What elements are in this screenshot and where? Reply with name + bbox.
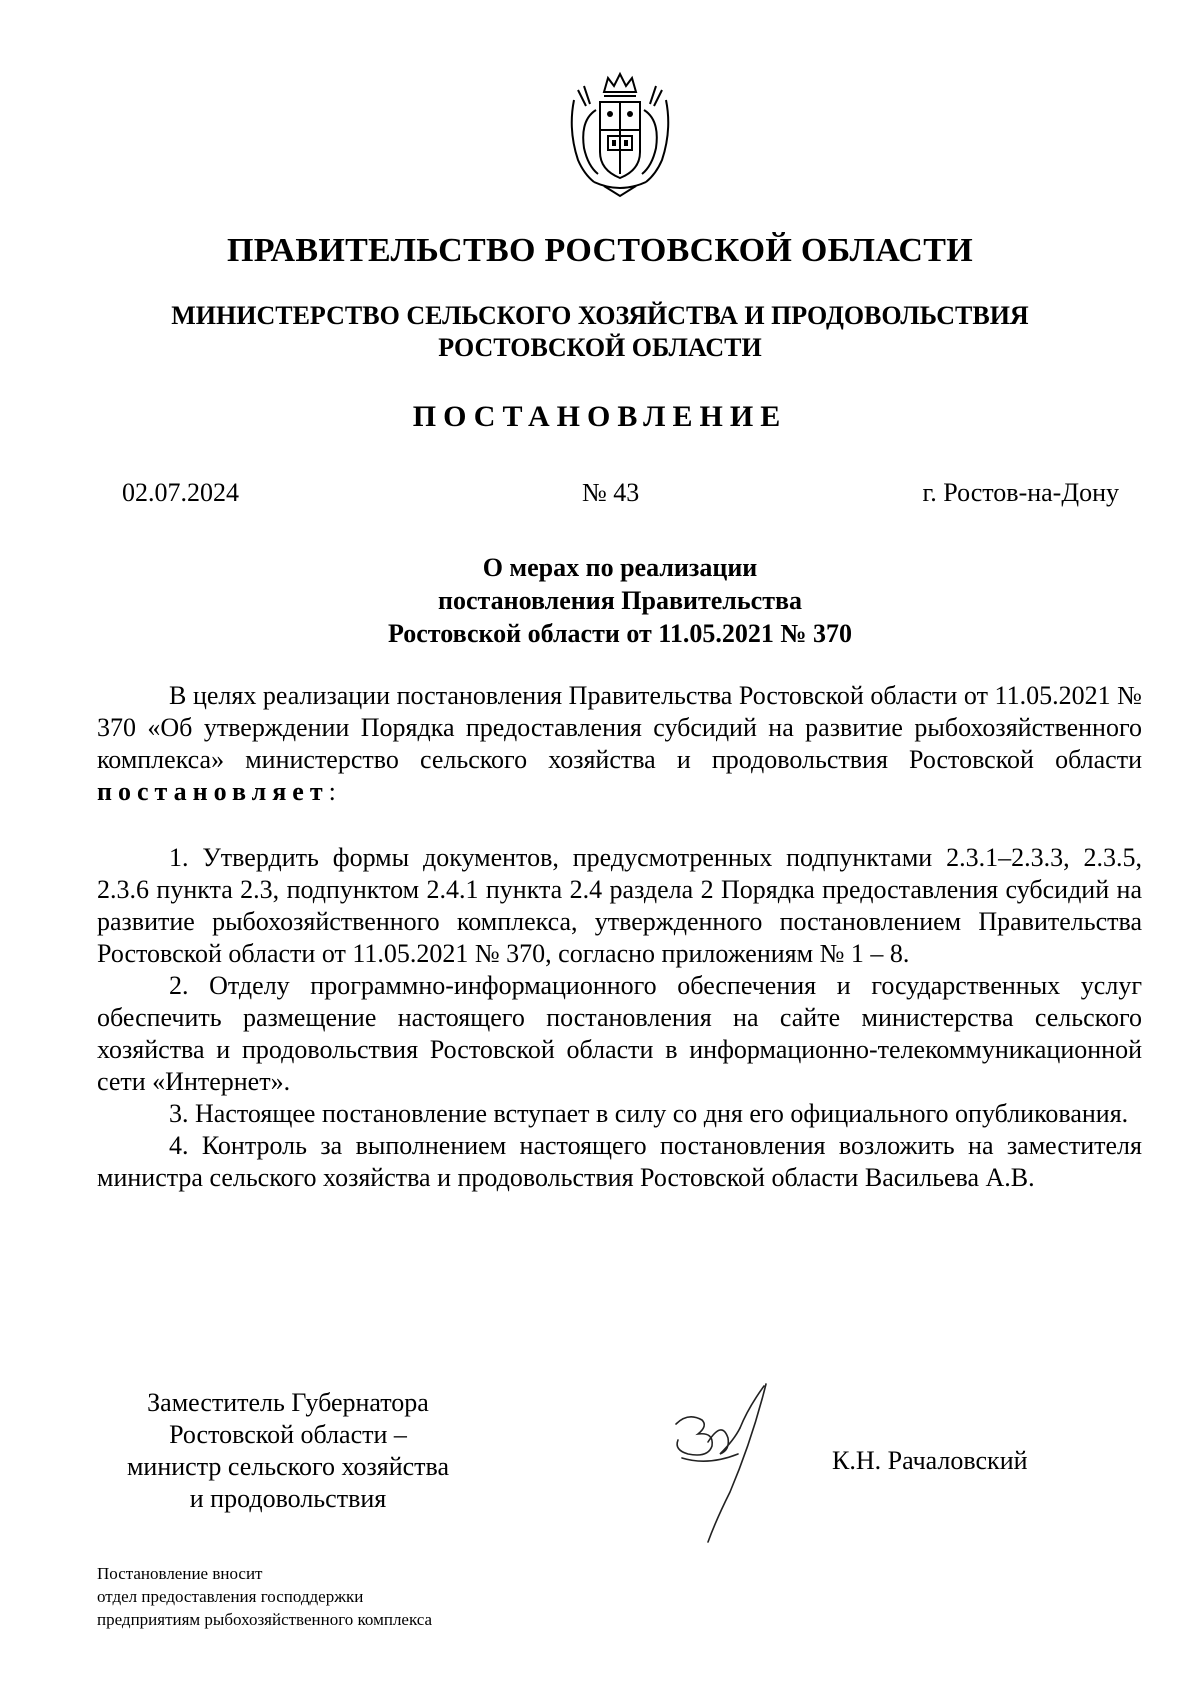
subject-line2: постановления Правительства [438, 586, 802, 615]
footer-line1: Постановление вносит [97, 1564, 263, 1583]
resolution-item-3: 3. Настоящее постановление вступает в силу со дня его официального опубликования. [169, 1099, 1129, 1128]
footer-note [97, 1562, 432, 1631]
ministry-title-line1: МИНИСТЕРСТВО СЕЛЬСКОГО ХОЗЯЙСТВА И ПРОДОВОЛЬСТВИЯ [171, 301, 1029, 330]
footer-line2: отдел предоставления господдержки [97, 1587, 364, 1606]
resolution-item-4: 4. Контроль за выполнением настоящего постановления возложить на заместителя министра сельского хозяйства и продовольствия Ростовской области Васильева А.В. [97, 1131, 1142, 1192]
signer-position-line1: Заместитель Губернатора [147, 1388, 429, 1417]
signer-name: К.Н. Рачаловский [832, 1446, 1028, 1475]
document-city: г. Ростов-на-Дону [922, 478, 1119, 507]
document-date: 02.07.2024 [122, 478, 239, 507]
ministry-title [0, 300, 1200, 364]
resolution-item-2: 2. Отделу программно-информационного обеспечения и государственных услуг обеспечить размещение настоящего постановления на сайте министерства сельского хозяйства и продовольствия Ростовской области в информационно-телекоммуникационной сети «Интернет». [97, 971, 1142, 1096]
signer-position [108, 1387, 468, 1515]
intro-paragraph [97, 680, 1142, 808]
resolves-word: постановляет [97, 777, 329, 806]
resolution-item-1: 1. Утвердить формы документов, предусмотренных подпунктами 2.3.1–2.3.3, 2.3.5, 2.3.6 пункта 2.3, подпунктом 2.4.1 пункта 2.4 раздела 2 Порядка предоставления субсидий на развитие рыбохозяйственного комплекса, утвержденного постановлением Правительства Ростовской области от 11.05.2021 № 370, согласно приложениям № 1 – 8. [97, 843, 1142, 968]
signer-position-line4: и продовольствия [189, 1484, 387, 1513]
handwritten-signature-icon [668, 1380, 793, 1545]
subject-line3: Ростовской области от 11.05.2021 № 370 [388, 619, 852, 648]
signer-position-line2: Ростовской области – [169, 1420, 407, 1449]
footer-line3: предприятиям рыбохозяйственного комплекса [97, 1610, 433, 1629]
intro-text: В целях реализации постановления Правительства Ростовской области от 11.05.2021 № 370 «Об утверждении Порядка предоставления субсидий на развитие рыбохозяйственного комплекса» министерство сельского хозяйства и продовольствия Ростовской области [97, 681, 1142, 774]
resolution-items [97, 842, 1142, 1194]
ministry-title-line2: РОСТОВСКОЙ ОБЛАСТИ [438, 333, 762, 362]
coat-of-arms-emblem-icon [564, 70, 676, 200]
signer-position-line3: министр сельского хозяйства [126, 1452, 450, 1481]
intro-colon: : [328, 777, 336, 806]
government-title: ПРАВИТЕЛЬСТВО РОСТОВСКОЙ ОБЛАСТИ [227, 232, 973, 269]
document-meta [122, 478, 1119, 512]
document-type: ПОСТАНОВЛЕНИЕ [412, 400, 788, 433]
subject-line1: О мерах по реализации [482, 553, 758, 582]
document-subject [0, 551, 1200, 650]
document-number: № 43 [582, 478, 640, 507]
